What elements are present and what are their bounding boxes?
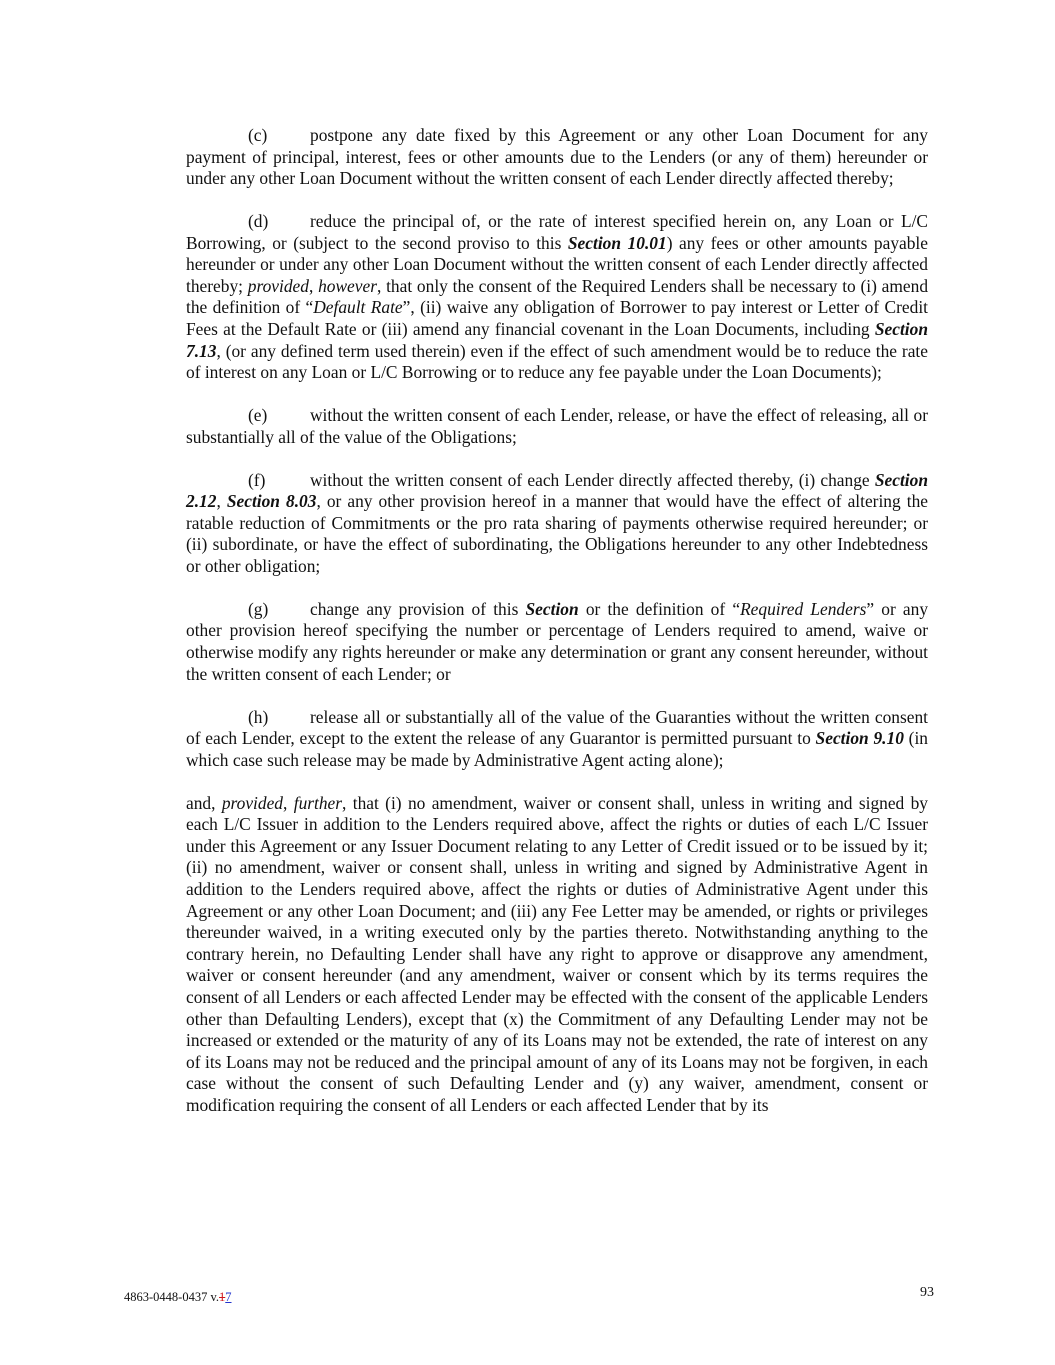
clause-label: (c) [248,125,268,145]
clause-paragraph [186,405,928,448]
page-number: 93 [920,1285,934,1300]
text-run: , or any other provision hereof in a manner that would have the effect of altering the ratable reduction of Commitments or the pro rata sharing of payments otherwise required hereunder; or (ii) subordinate, or have the effect of subordinating, the Obligations hereunder to any other Indebtedness or other obligation; [186,491,928,576]
inserted-version: 7 [225,1290,232,1304]
text-run: release all or substantially all of the value of the Guaranties without the written consent of each Lender, except to the extent the release of any Guarantor is permitted pursuant to [186,706,928,749]
text-run: or the definition of “ [578,598,741,619]
clause-label: (e) [248,405,268,426]
text-run: ” or any other provision hereof specifying the number or percentage of Lenders required to amend, waive or otherwise modify any rights hereunder or make any determination or grant any consent hereunder, without the written consent of each Lender; or [186,598,929,684]
text-run: without the written consent of each Lender, release, or have the effect of releasing, all or substantially all of the value of the Obligations; [186,405,928,447]
italic-term: Default Rate [313,297,403,318]
text-run: ) any fees or other amounts payable hereunder or under any other Loan Document without the written consent of each Lender directly affected thereby; [186,232,928,296]
italic-term: Required Lenders [740,598,867,619]
text-run: and, [186,792,222,813]
text-run: , (or any defined term used therein) even if the effect of such amendment would be to reduce the rate of interest on any Loan or L/C Borrowing or to reduce any fee payable under the Loan Documents); [186,340,928,383]
italic-term: provided [247,275,309,296]
clause-label: (h) [248,706,269,727]
clause-label: (d) [248,211,269,232]
text-run: change any provision of this [310,598,526,619]
section-reference: Section [815,728,874,749]
text-run: (in which case such release may be made by Administrative Agent acting alone); [186,728,928,770]
text-run: reduce the principal of, or the rate of interest specified herein on, any Loan or L/C Borrowing, or (subject to the second proviso to this [186,211,928,253]
text-run: postpone any date fixed by this Agreement or any other Loan Document for any payment of principal, interest, fees or other amounts due to the Lenders (or any of them) hereunder or under any other Loan Document without the written consent of each Lender directly affected thereby; [186,125,928,189]
italic-term: however [318,275,377,296]
section-reference-link[interactable]: 9.10 [873,728,904,749]
section-reference: Section 7.13 [186,319,928,361]
text-run: without the written consent of each Lender directly affected thereby, (i) change [310,469,875,490]
clause-paragraph [186,470,928,578]
section-reference: Section 2.12 [186,469,928,512]
clause-label: (f) [248,469,266,490]
doc-number: 4863-0448-0437 v. [124,1290,220,1304]
text-run: , [216,491,227,512]
section-reference: Section [525,598,579,619]
italic-term: further [293,792,343,813]
text-run: ”, (ii) waive any obligation of Borrower to pay interest or Letter of Credit Fees at the Default Rate or (iii) amend any financial covenant in the Loan Documents, including [186,297,928,340]
clause-paragraph [186,211,928,384]
text-run: , that only the consent of the Required Lenders shall be necessary to (i) amend the definition of “ [186,275,929,318]
clause-paragraph [186,599,928,685]
closing-paragraph [186,793,928,1117]
clause-paragraph [186,707,928,772]
section-reference: Section [226,491,287,512]
clause-paragraph [186,125,928,190]
footer-document-id [124,1290,232,1305]
section-reference-link[interactable]: 10.01 [627,232,667,253]
section-reference: Section [567,232,628,253]
section-reference-link[interactable]: 8.03 [286,491,317,512]
text-run: , [283,792,294,813]
text-run: , that (i) no amendment, waiver or consent shall, unless in writing and signed by each L/C Issuer in addition to the Lenders required above, affect the rights or duties of each L/C Issuer under this Agreement or any Issuer Document relating to any Letter of Credit issued or to be issued by it; (ii) no amendment, waiver or consent shall, unless in writing and signed by Administrative Agent in addition to the Lenders required above, affect the rights or duties of Administrative Agent under this Agreement or any other Loan Document; and (iii) any Fee Letter may be amended, or rights or privileges thereunder waived, in a writing executed only by the parties thereto. Notwithstanding anything to the contrary herein, no Defaulting Lender shall have any right to approve or disapprove any amendment, waiver or consent hereunder (and any amendment, waiver or consent which by its terms requires the consent of all Lenders or each affected Lender may be effected with the consent of the applicable Lenders other than Defaulting Lenders), except that (x) the Commitment of any Defaulting Lender may not be increased or extended or the maturity of any of its Loans may not be extended, the rate of interest on any of its Loans may not be reduced and the principal amount of any of its Loans may not be forgiven, in each case without the consent of such Defaulting Lender and (y) any waiver, amendment, consent or modification requiring the consent of all Lenders or each affected Lender that by its [186,792,929,1115]
deleted-version: 1 [219,1290,226,1304]
clause-label: (g) [248,598,269,619]
text-run: , [308,275,319,296]
document-body [186,125,928,1117]
italic-term: provided [221,792,284,813]
